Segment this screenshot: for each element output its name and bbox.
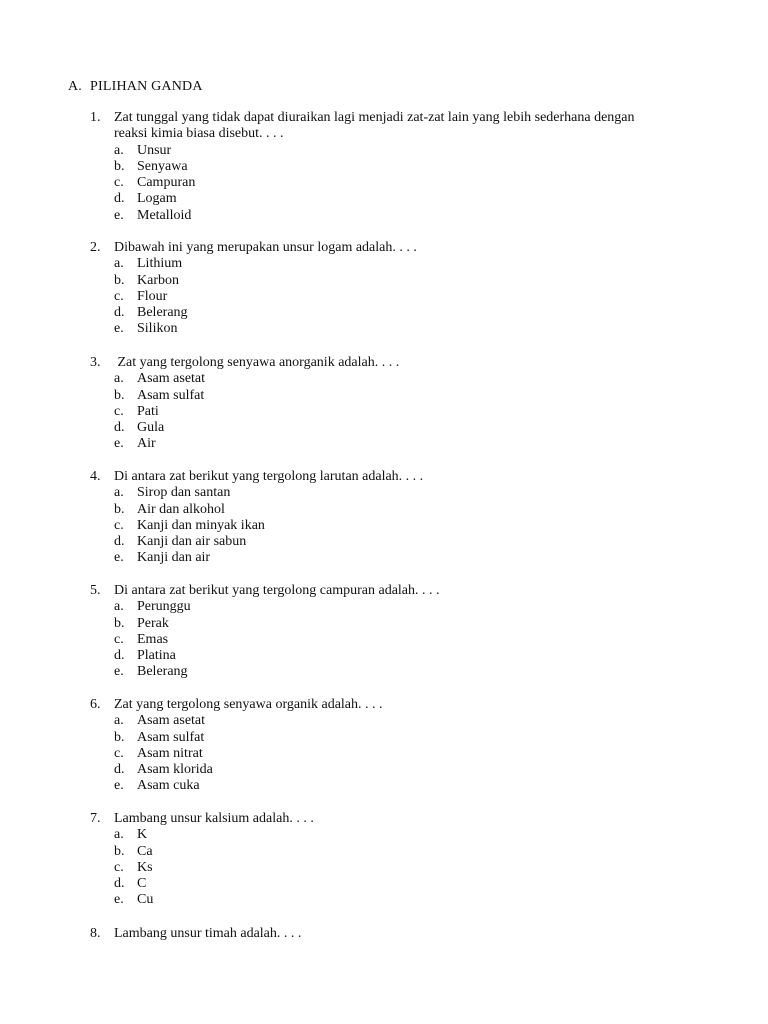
option-c <box>90 860 314 876</box>
option-letter: a. <box>114 827 124 843</box>
question-4 <box>90 469 423 567</box>
question-number: 2. <box>90 240 101 255</box>
option-letter: e. <box>114 892 124 908</box>
option-text: Asam sulfat <box>137 387 205 403</box>
question-line <box>90 469 423 485</box>
option-letter: c. <box>114 859 124 875</box>
question-line <box>90 697 383 713</box>
question-6 <box>90 697 383 795</box>
question-number: 1. <box>90 110 101 125</box>
option-text: Air <box>137 436 156 452</box>
option-letter: d. <box>114 648 125 664</box>
option-a <box>90 827 314 843</box>
option-text: Asam asetat <box>137 371 206 387</box>
question-text: Zat tunggal yang tidak dapat diuraikan lagi menjadi zat-zat lain yang lebih sederhana dengan <box>114 110 635 125</box>
question-3 <box>90 355 399 453</box>
option-c <box>90 518 423 534</box>
option-list <box>90 256 417 337</box>
option-letter: d. <box>114 191 125 207</box>
option-d <box>90 648 440 664</box>
option-letter: d. <box>114 534 125 550</box>
question-2 <box>90 240 417 338</box>
option-letter: a. <box>114 256 124 272</box>
option-letter: c. <box>114 403 124 419</box>
option-letter: e. <box>114 207 124 223</box>
option-e <box>90 664 440 680</box>
option-a <box>90 371 399 387</box>
question-text: Zat yang tergolong senyawa anorganik adalah. . . . <box>114 355 400 370</box>
option-letter: a. <box>114 371 124 387</box>
option-letter: b. <box>114 387 125 403</box>
option-c <box>90 289 417 305</box>
option-a <box>90 485 423 501</box>
option-b <box>90 730 383 746</box>
option-letter: c. <box>114 517 124 533</box>
option-letter: b. <box>114 158 125 174</box>
option-letter: a. <box>114 599 124 615</box>
option-a <box>90 256 417 272</box>
option-c <box>90 632 440 648</box>
option-text: Flour <box>137 288 168 304</box>
option-text: Senyawa <box>137 158 188 174</box>
option-d <box>90 191 635 207</box>
option-e <box>90 778 383 794</box>
option-text: Air dan alkohol <box>137 501 225 517</box>
option-list <box>90 485 423 566</box>
option-list <box>90 143 635 224</box>
option-list <box>90 713 383 794</box>
option-text: Asam nitrat <box>137 745 203 761</box>
question-text: Lambang unsur kalsium adalah. . . . <box>114 811 314 826</box>
question-text: Di antara zat berikut yang tergolong larutan adalah. . . . <box>114 469 424 484</box>
option-text: Ca <box>137 843 153 859</box>
question-number: 7. <box>90 811 101 826</box>
question-text: Dibawah ini yang merupakan unsur logam adalah. . . . <box>114 240 417 255</box>
option-text: Asam klorida <box>137 762 213 778</box>
option-letter: c. <box>114 288 124 304</box>
question-line <box>90 240 417 256</box>
option-letter: b. <box>114 501 125 517</box>
option-b <box>90 844 314 860</box>
option-letter: c. <box>114 175 124 191</box>
option-b <box>90 502 423 518</box>
option-letter: e. <box>114 550 124 566</box>
section-letter: A. <box>68 79 83 94</box>
option-letter: a. <box>114 142 124 158</box>
question-number: 8. <box>90 926 101 941</box>
option-text: Perunggu <box>137 599 191 615</box>
option-letter: d. <box>114 305 125 321</box>
option-a <box>90 713 383 729</box>
option-text: Cu <box>137 892 154 908</box>
option-text: Sirop dan santan <box>137 485 231 501</box>
option-letter: b. <box>114 272 125 288</box>
option-text: Gula <box>137 420 165 436</box>
section-heading <box>68 78 203 95</box>
option-text: Ks <box>137 859 153 875</box>
option-letter: d. <box>114 420 125 436</box>
option-text: Unsur <box>137 142 172 158</box>
question-line <box>90 583 440 599</box>
section-title: PILIHAN GANDA <box>90 79 203 94</box>
question-text: Zat yang tergolong senyawa organik adalah. . . . <box>114 697 383 712</box>
option-a <box>90 599 440 615</box>
option-letter: b. <box>114 843 125 859</box>
option-list <box>90 827 314 908</box>
question-8 <box>90 926 301 942</box>
option-letter: e. <box>114 436 124 452</box>
option-d <box>90 876 314 892</box>
option-text: Kanji dan air sabun <box>137 534 247 550</box>
option-text: Campuran <box>137 175 196 191</box>
option-e <box>90 892 314 908</box>
option-text: Belerang <box>137 305 188 321</box>
option-d <box>90 762 383 778</box>
question-7 <box>90 811 314 909</box>
question-number: 5. <box>90 583 101 598</box>
option-text: Logam <box>137 191 177 207</box>
question-text: reaksi kimia biasa disebut. . . . <box>114 126 284 142</box>
option-text: C <box>137 876 147 892</box>
question-number: 6. <box>90 697 101 712</box>
option-text: Lithium <box>137 256 183 272</box>
option-text: Silikon <box>137 321 178 337</box>
option-letter: e. <box>114 664 124 680</box>
question-line <box>90 126 635 142</box>
option-e <box>90 436 399 452</box>
question-5 <box>90 583 440 681</box>
question-number: 4. <box>90 469 101 484</box>
option-letter: c. <box>114 745 124 761</box>
option-letter: b. <box>114 729 125 745</box>
option-text: Emas <box>137 631 169 647</box>
option-a <box>90 143 635 159</box>
option-d <box>90 305 417 321</box>
option-b <box>90 616 440 632</box>
question-1 <box>90 110 635 224</box>
option-b <box>90 273 417 289</box>
option-letter: d. <box>114 762 125 778</box>
option-letter: a. <box>114 713 124 729</box>
option-text: Kanji dan minyak ikan <box>137 517 265 533</box>
option-e <box>90 550 423 566</box>
option-text: Asam asetat <box>137 713 206 729</box>
option-list <box>90 599 440 680</box>
option-d <box>90 420 399 436</box>
option-e <box>90 321 417 337</box>
question-line <box>90 926 301 942</box>
option-c <box>90 746 383 762</box>
question-text: Di antara zat berikut yang tergolong campuran adalah. . . . <box>114 583 440 598</box>
option-b <box>90 388 399 404</box>
option-text: Perak <box>137 615 169 631</box>
option-text: Metalloid <box>137 207 192 223</box>
option-text: Belerang <box>137 664 188 680</box>
option-b <box>90 159 635 175</box>
option-c <box>90 175 635 191</box>
question-line <box>90 811 314 827</box>
option-letter: d. <box>114 876 125 892</box>
option-letter: e. <box>114 778 124 794</box>
question-number: 3. <box>90 355 101 370</box>
option-d <box>90 534 423 550</box>
option-letter: c. <box>114 631 124 647</box>
option-text: Asam sulfat <box>137 729 205 745</box>
option-e <box>90 208 635 224</box>
question-text: Lambang unsur timah adalah. . . . <box>114 926 302 941</box>
option-text: Kanji dan air <box>137 550 211 566</box>
question-line <box>90 110 635 126</box>
option-text: Karbon <box>137 272 179 288</box>
option-text: Platina <box>137 648 176 664</box>
option-list <box>90 371 399 452</box>
option-text: Pati <box>137 403 159 419</box>
option-text: Asam cuka <box>137 778 200 794</box>
option-letter: a. <box>114 485 124 501</box>
question-line <box>90 355 399 371</box>
option-text: K <box>137 827 148 843</box>
option-letter: b. <box>114 615 125 631</box>
option-letter: e. <box>114 321 124 337</box>
option-c <box>90 404 399 420</box>
